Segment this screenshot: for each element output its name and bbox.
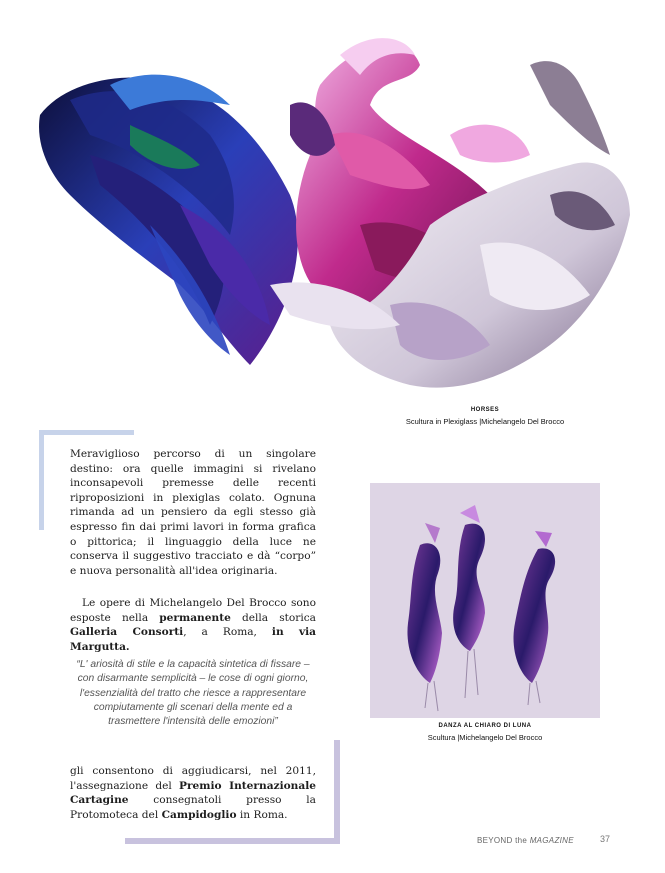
photo-caption-subtitle: Scultura |Michelangelo Del Brocco bbox=[427, 733, 543, 742]
frame-line-right bbox=[334, 740, 340, 844]
paragraph-award-text-3: in Roma. bbox=[236, 808, 288, 821]
hero-caption-title: HORSES bbox=[470, 407, 500, 413]
photo-caption bbox=[370, 721, 600, 743]
frame-line-top bbox=[39, 430, 134, 435]
frame-line-left bbox=[39, 430, 44, 530]
footer-brand: BEYOND bbox=[477, 836, 513, 845]
paragraph-award-text-2: consegnatoli presso la Protomoteca del bbox=[70, 794, 316, 821]
paragraph-gallery-text-1: Le opere di Michelangelo Del Brocco sono esposte nella bbox=[70, 597, 316, 624]
paragraph-award bbox=[70, 764, 316, 822]
dancers-illustration bbox=[370, 483, 600, 718]
paragraph-award-bold-2: Campidoglio bbox=[161, 808, 237, 821]
paragraph-award-text-1: gli consentono di aggiudicarsi, nel 2011, l'assegnazione del bbox=[70, 765, 316, 792]
magazine-footer bbox=[477, 836, 574, 845]
footer-magazine: MAGAZINE bbox=[529, 836, 574, 845]
paragraph-gallery-bold-3: in via Margutta. bbox=[70, 626, 316, 653]
hero-caption-subtitle: Scultura in Plexiglass |Michelangelo Del Brocco bbox=[405, 417, 565, 426]
footer-the: the bbox=[515, 836, 528, 845]
paragraph-intro: Meraviglioso percorso di un singolare destino: ora quelle immagini si rivelano inconsapevoli premesse delle recenti riproposizioni in plexiglas colato. Ognuna rimanda ad un pensiero da egli stesso già espresso fin dai primi lavori in forma grafica o pittorica; il linguaggio della luce ne conserva il suggestivo tracciato e dà “corpo” e nuova personalità all'idea originaria. bbox=[70, 448, 316, 577]
paragraph-gallery-bold-1: permanente bbox=[159, 611, 231, 624]
frame-line-bottom bbox=[125, 838, 340, 844]
hero-caption bbox=[375, 405, 595, 427]
danza-sculpture-photo bbox=[370, 483, 600, 718]
paragraph-gallery-text-3: , a Roma, bbox=[183, 626, 272, 639]
paragraph-award-bold-1: Premio Internazionale Cartagine bbox=[70, 779, 317, 807]
pull-quote: “L' ariosità di stile e la capacità sintetica di fissare – con disarmante semplicità – le cose di ogni giorno, l'essenzialità del tratto che riesce a rappresentare compiutamente gli scenari della mente ed a trasmettere l'intensità delle emozioni” bbox=[76, 659, 310, 728]
horses-sculpture-image bbox=[30, 25, 640, 410]
paragraph-gallery-bold-2: Galleria Consorti bbox=[70, 626, 184, 639]
page-number: 37 bbox=[600, 834, 611, 844]
photo-caption-title: DANZA AL CHIARO DI LUNA bbox=[438, 723, 532, 729]
paragraph-gallery-text-2: della storica bbox=[230, 611, 316, 624]
paragraph-gallery bbox=[70, 596, 316, 654]
